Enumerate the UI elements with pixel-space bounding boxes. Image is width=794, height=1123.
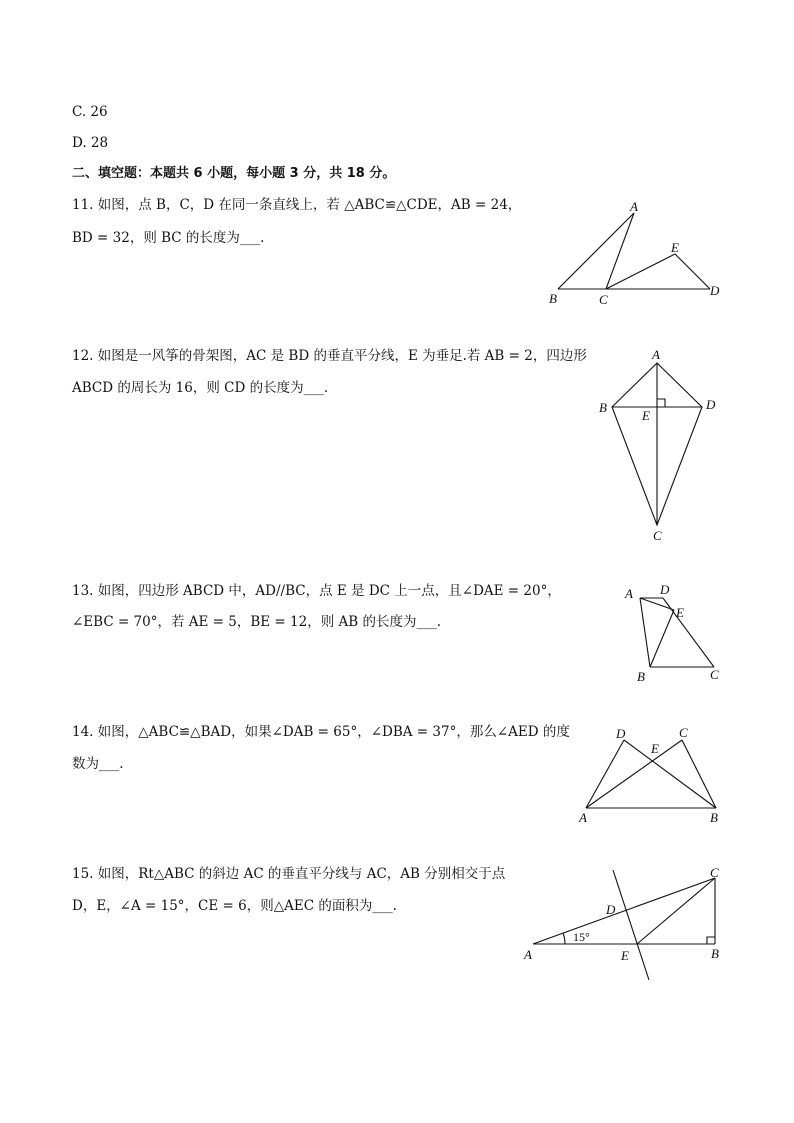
- q14-label-c: C: [679, 725, 688, 740]
- section-title: 二、填空题：本题共 6 小题，每小题 3 分，共 18 分。: [72, 166, 396, 181]
- q13-label-d: D: [660, 582, 670, 597]
- q13-line2: ∠EBC = 70°，若 AE = 5，BE = 12，则 AB 的长度为___.: [72, 614, 442, 630]
- q11-label-b: B: [549, 291, 557, 306]
- q14-label-e: E: [651, 741, 659, 756]
- q13-label-c: C: [710, 667, 719, 682]
- q14-figure: [570, 724, 730, 828]
- q15-line2: D，E，∠A = 15°，CE = 6，则△AEC 的面积为___.: [72, 898, 397, 914]
- q13-line1: 13. 如图，四边形 ABCD 中，AD//BC，点 E 是 DC 上一点，且∠DAE = 20°，: [72, 583, 561, 599]
- q15-label-e: E: [621, 948, 629, 963]
- q13-label-a: A: [625, 586, 633, 601]
- option-d: D. 28: [72, 135, 109, 151]
- q12-label-b: B: [599, 400, 607, 415]
- q12-label-c: C: [653, 528, 662, 543]
- q12-label-e: E: [642, 408, 650, 423]
- q14-line2: 数为___.: [72, 756, 124, 772]
- q15-label-c: C: [710, 865, 719, 880]
- q13-label-e: E: [676, 605, 684, 620]
- q11-label-d: D: [710, 283, 720, 298]
- q11-label-c: C: [599, 292, 608, 307]
- q14-label-b: B: [710, 810, 718, 825]
- q11-label-e: E: [671, 240, 679, 255]
- q15-figure: [515, 860, 730, 985]
- q14-label-a: A: [579, 810, 587, 825]
- q12-line1: 12. 如图是一风筝的骨架图，AC 是 BD 的垂直平分线，E 为垂足.若 AB = 2，四边形: [72, 348, 587, 364]
- q11-line2: BD = 32，则 BC 的长度为___.: [72, 230, 265, 246]
- q15-angle-label: 15°: [573, 930, 590, 944]
- option-c: C. 26: [72, 104, 108, 120]
- q13-label-b: B: [637, 669, 645, 684]
- q12-label-d: D: [706, 397, 716, 412]
- q12-figure: [590, 345, 730, 545]
- q15-label-b: B: [711, 946, 719, 961]
- q12-label-a: A: [652, 347, 660, 362]
- q11-label-a: A: [630, 199, 638, 214]
- q13-figure: [618, 580, 728, 686]
- q11-line1: 11. 如图，点 B，C，D 在同一条直线上，若 △ABC≌△CDE，AB = 24，: [72, 197, 522, 213]
- q15-label-d: D: [606, 902, 616, 917]
- q11-figure: [540, 196, 730, 308]
- q15-line1: 15. 如图，Rt△ABC 的斜边 AC 的垂直平分线与 AC，AB 分别相交于点: [72, 866, 506, 882]
- q12-line2: ABCD 的周长为 16，则 CD 的长度为___.: [72, 380, 329, 396]
- q14-label-d: D: [616, 726, 626, 741]
- q15-label-a: A: [524, 947, 532, 962]
- q14-line1: 14. 如图，△ABC≌△BAD，如果∠DAB = 65°，∠DBA = 37°，那么∠AED 的度: [72, 724, 570, 740]
